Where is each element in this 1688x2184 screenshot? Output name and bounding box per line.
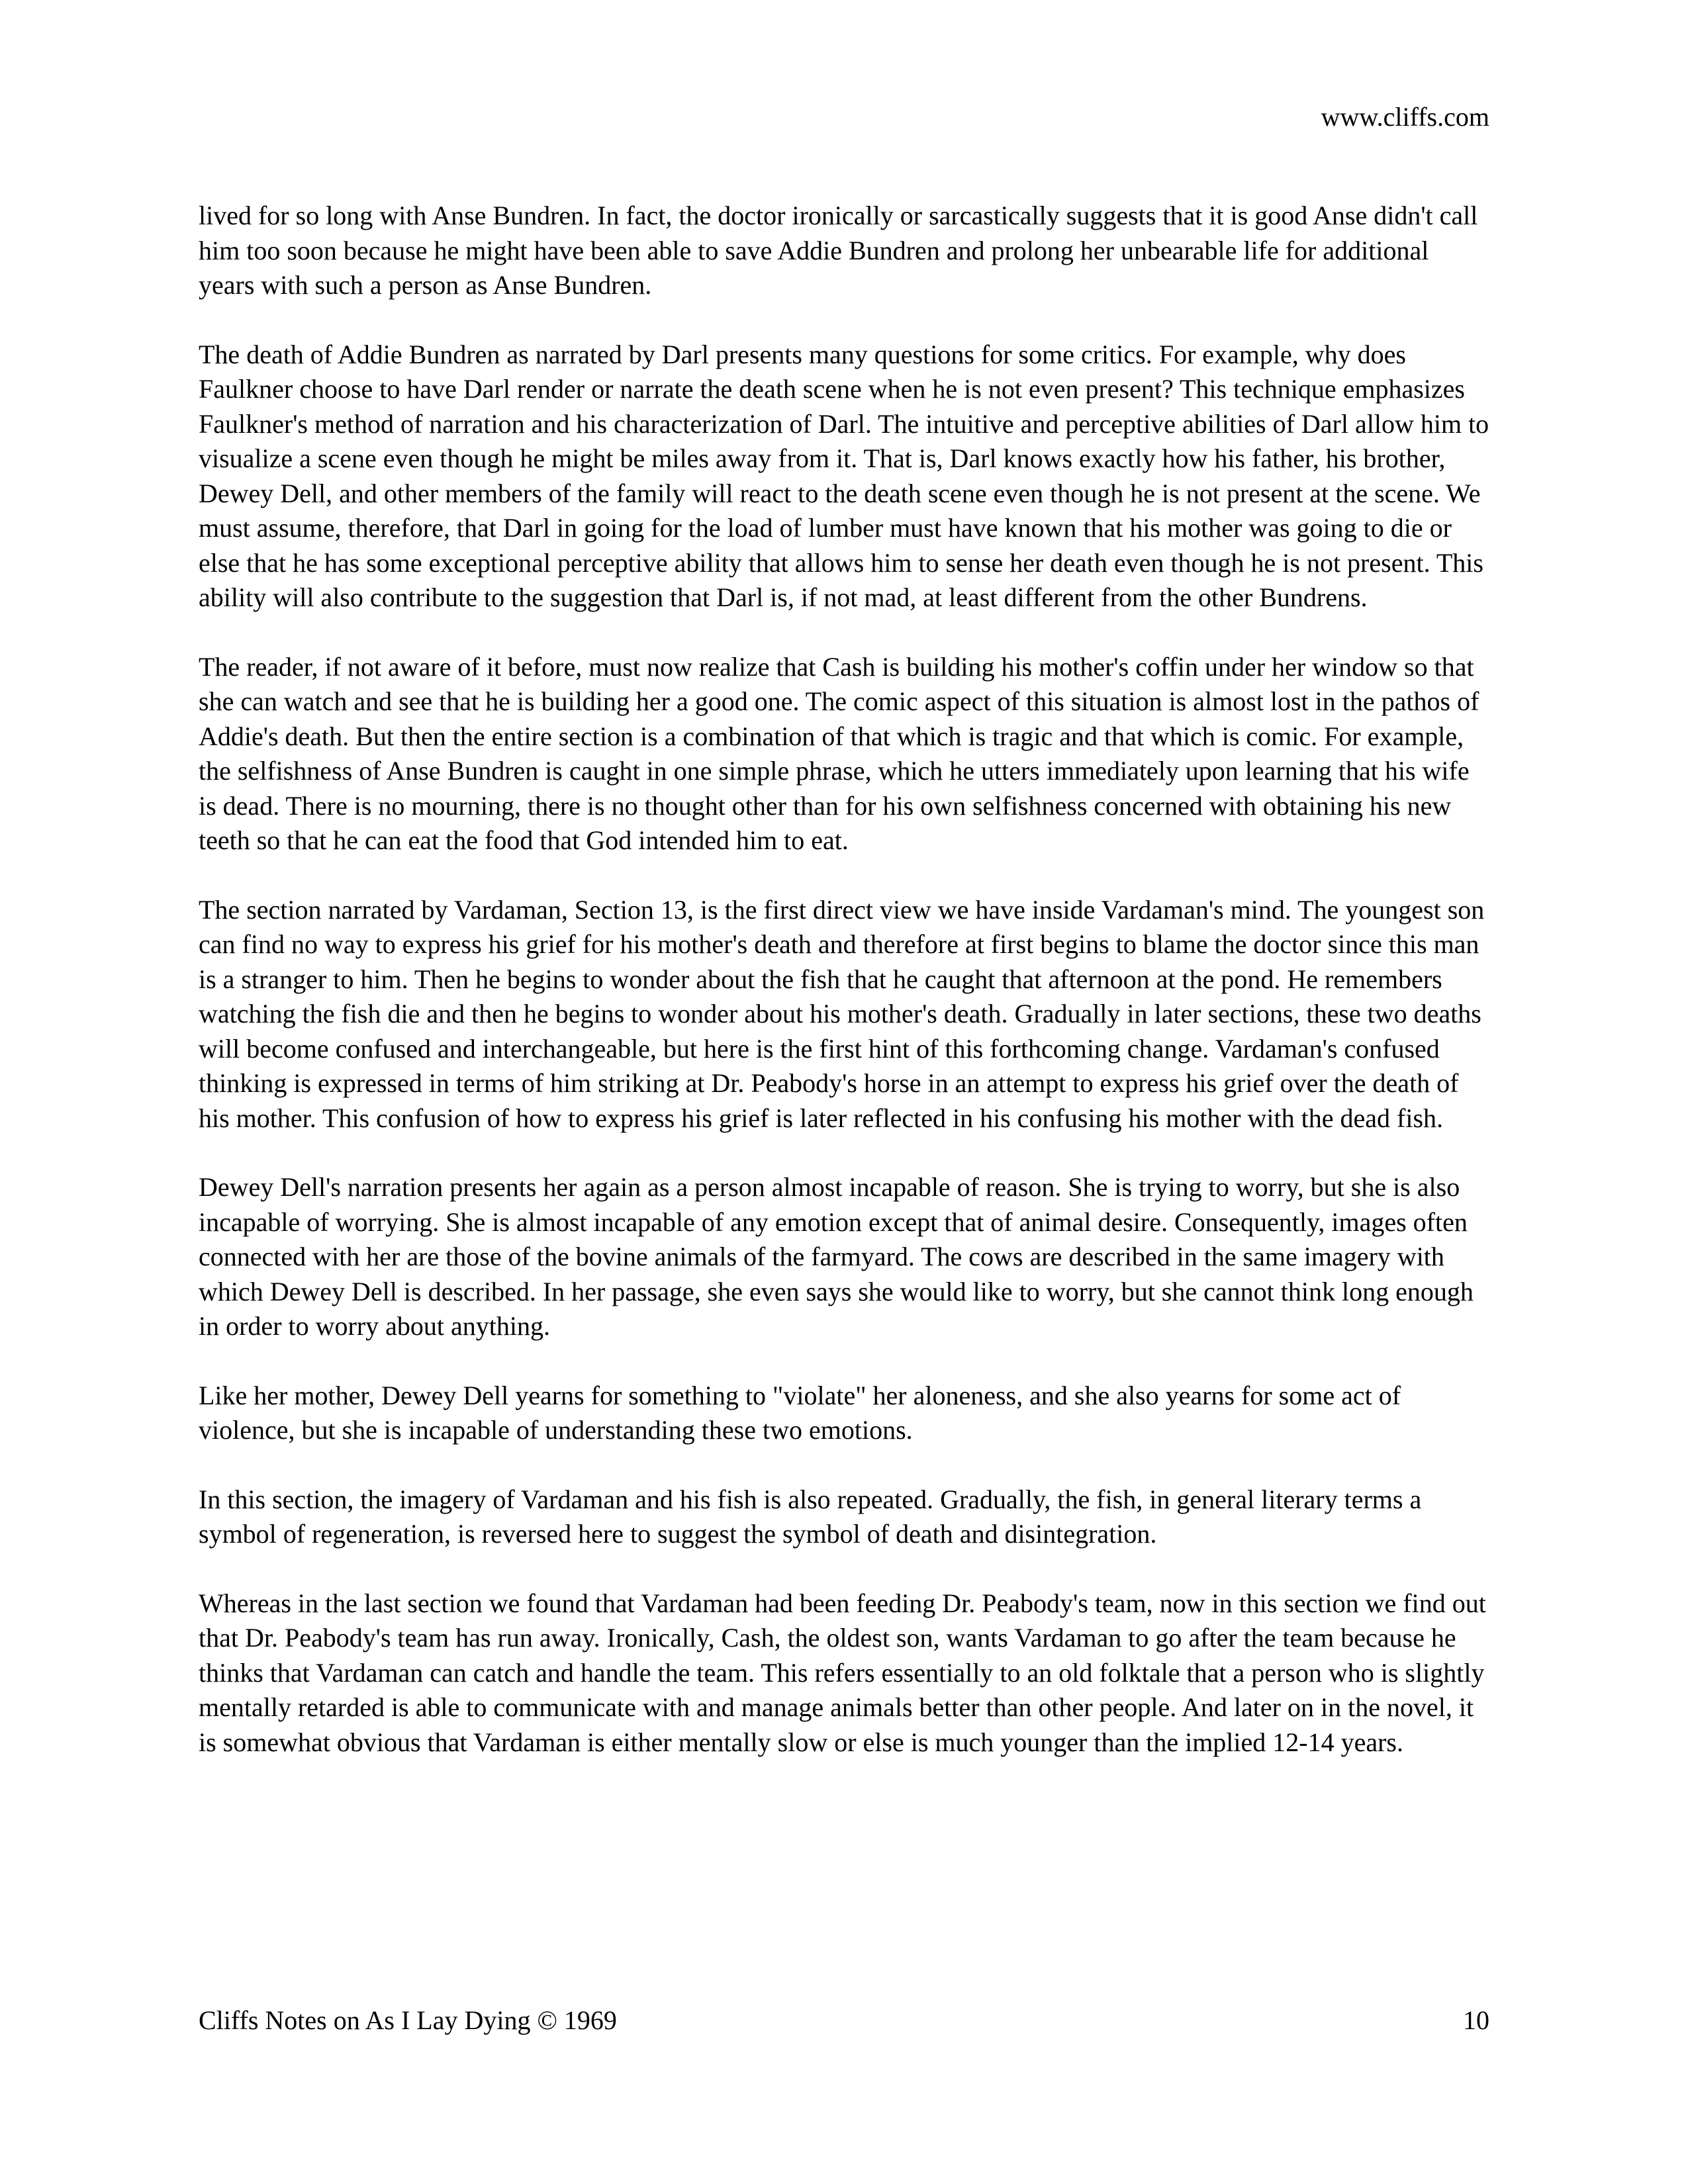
header-url: www.cliffs.com	[1321, 102, 1489, 132]
body-text	[199, 199, 1489, 1794]
paragraph: lived for so long with Anse Bundren. In fact, the doctor ironically or sarcastically suggests that it is good Anse didn't call him too soon because he might have been able to save Addie Bundren and prolong her unbearable life for additional years with such a person as Anse Bundren.	[199, 201, 1478, 300]
paragraph: In this section, the imagery of Vardaman and his fish is also repeated. Gradually, the fish, in general literary terms a symbol of regeneration, is reversed here to suggest the symbol of death and disintegration.	[199, 1484, 1422, 1549]
paragraph: Dewey Dell's narration presents her again as a person almost incapable of reason. She is trying to worry, but she is also incapable of worrying. She is almost incapable of any emotion except that of animal desire. Consequently, images often connected with her are those of the bovine animals of the farmyard. The cows are described in the same imagery with which Dewey Dell is described. In her passage, she even says she would like to worry, but she cannot think long enough in order to worry about anything.	[199, 1172, 1474, 1341]
paragraph: The reader, if not aware of it before, must now realize that Cash is building his mother's coffin under her window so that she can watch and see that he is building her a good one. The comic aspect of this situation is almost lost in the pathos of Addie's death. But then the entire section is a combination of that which is tragic and that which is comic. For example, the selfishness of Anse Bundren is caught in one simple phrase, which he utters immediately upon learning that his wife is dead. There is no mourning, there is no thought other than for his own selfishness concerned with obtaining his new teeth so that he can eat the food that God intended him to eat.	[199, 651, 1479, 855]
paragraph: The section narrated by Vardaman, Section 13, is the first direct view we have inside Vardaman's mind. The youngest son can find no way to express his grief for his mother's death and therefore at first begins to blame the doctor since this man is a stranger to him. Then he begins to wonder about the fish that he caught that afternoon at the pond. He remembers watching the fish die and then he begins to wonder about his mother's death. Gradually in later sections, these two deaths will become confused and interchangeable, but here is the first hint of this forthcoming change. Vardaman's confused thinking is expressed in terms of him striking at Dr. Peabody's horse in an attempt to express his grief over the death of his mother. This confusion of how to express his grief is later reflected in his confusing his mother with the dead fish.	[199, 894, 1485, 1133]
page-number: 10	[1463, 2005, 1489, 2035]
paragraph: Whereas in the last section we found that Vardaman had been feeding Dr. Peabody's team, now in this section we find out that Dr. Peabody's team has run away. Ironically, Cash, the oldest son, wants Vardaman to go after the team because he thinks that Vardaman can catch and handle the team. This refers essentially to an old folktale that a person who is slightly mentally retarded is able to communicate with and manage animals better than other people. And later on in the novel, it is somewhat obvious that Vardaman is either mentally slow or else is much younger than the implied 12-14 years.	[199, 1588, 1486, 1757]
paragraph: The death of Addie Bundren as narrated by Darl presents many questions for some critics. For example, why does Faulkner choose to have Darl render or narrate the death scene when he is not even present? This technique emphasizes Faulkner's method of narration and his characterization of Darl. The intuitive and perceptive abilities of Darl allow him to visualize a scene even though he might be miles away from it. That is, Darl knows exactly how his father, his brother, Dewey Dell, and other members of the family will react to the death scene even though he is not present at the scene. We must assume, therefore, that Darl in going for the load of lumber must have known that his mother was going to die or else that he has some exceptional perceptive ability that allows him to sense her death even though he is not present. This ability will also contribute to the suggestion that Darl is, if not mad, at least different from the other Bundrens.	[199, 339, 1489, 612]
paragraph: Like her mother, Dewey Dell yearns for something to "violate" her aloneness, and she also yearns for some act of violence, but she is incapable of understanding these two emotions.	[199, 1380, 1401, 1445]
footer-title: Cliffs Notes on As I Lay Dying © 1969	[199, 2005, 617, 2035]
